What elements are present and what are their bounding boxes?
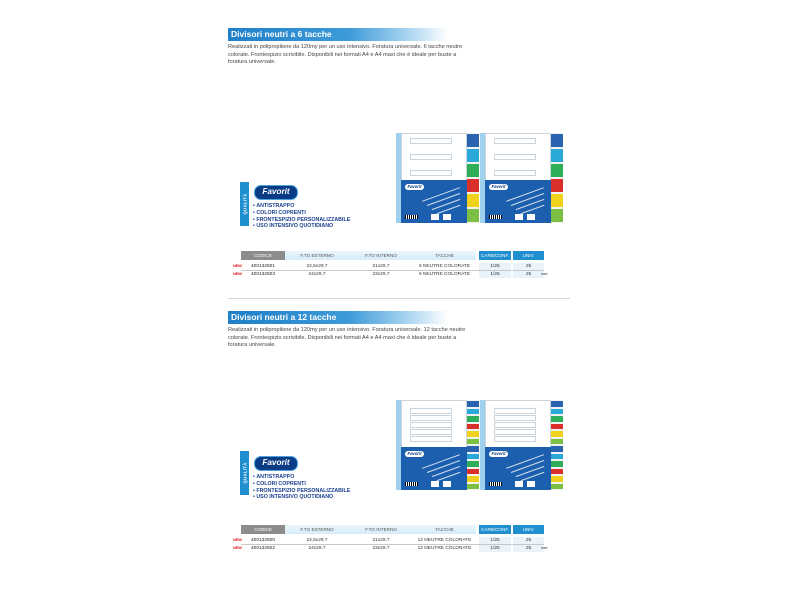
product-cover	[401, 447, 467, 490]
colored-tab	[467, 409, 479, 415]
colored-tab	[467, 194, 479, 207]
tab-label-slot	[494, 422, 536, 428]
table-row	[233, 271, 544, 278]
colored-tab	[467, 446, 479, 452]
new-badge: NEW	[233, 264, 242, 268]
quality-badge	[240, 451, 249, 495]
product-image-a4	[396, 400, 479, 490]
mini-logo-text: Favorit	[407, 451, 422, 456]
colored-tab	[551, 454, 563, 460]
pack-icon	[515, 214, 523, 220]
colored-tab	[467, 164, 479, 177]
barcode-icon	[405, 482, 418, 486]
colored-tab	[467, 401, 479, 407]
colored-tab	[551, 401, 563, 407]
header-int: F.TO INTERNO	[365, 253, 397, 258]
cell-ext: 24x29,7	[308, 546, 326, 551]
header-qty: UNIV.	[513, 525, 544, 534]
header-int: F.TO INTERNO	[365, 527, 397, 532]
table-row	[233, 537, 544, 544]
colored-tab	[551, 209, 563, 222]
header-tabs: TACCHE	[435, 253, 454, 258]
colored-tab	[467, 416, 479, 422]
colored-tab	[551, 476, 563, 482]
colored-tab	[551, 439, 563, 445]
colored-tab	[467, 476, 479, 482]
colored-tab	[467, 209, 479, 222]
mini-logo-icon	[489, 184, 508, 190]
feature-list	[253, 203, 403, 230]
table-header	[241, 251, 544, 260]
tab-label-slot	[494, 154, 536, 160]
product-cover	[485, 447, 551, 490]
favorit-logo	[254, 456, 298, 471]
cell-qty: 25	[513, 263, 544, 270]
table-row	[233, 263, 544, 270]
colored-tab	[551, 179, 563, 192]
colored-tab	[551, 149, 563, 162]
product-image-a4	[396, 133, 479, 223]
cell-ext: 24x29,7	[308, 272, 326, 277]
tab-label-slot	[494, 429, 536, 435]
pack-icon	[431, 481, 439, 487]
colored-tab	[551, 469, 563, 475]
section-description: Realizzati in polipropilene da 120my per un uso intensivo. Foratura universale. 12 tacche neutre colorate. Frontespizio scrivibile. Disponibili nei formati A4 e A4 maxi che è ideale per buste a foratura universale.	[228, 327, 466, 349]
pack-icon	[431, 214, 439, 220]
tab-label-slot	[494, 436, 536, 442]
quality-label: QUALITÀ	[242, 193, 247, 215]
cell-int: 21x29,7	[372, 538, 390, 543]
mini-logo-text: Favorit	[407, 184, 422, 189]
favorit-logo	[254, 185, 298, 200]
cell-code: 400132500	[250, 538, 275, 543]
colored-tab	[551, 431, 563, 437]
feature-item: • FRONTESPIZIO PERSONALIZZABILE	[253, 488, 403, 495]
product-image-a4-maxi	[480, 400, 563, 490]
new-badge: NEW	[233, 546, 242, 550]
colored-tab	[551, 461, 563, 467]
cell-code: 400132503	[250, 272, 275, 277]
new-badge: NEW	[233, 538, 242, 542]
new-badge: NEW	[233, 272, 242, 276]
pack-icon	[527, 214, 535, 220]
pack-icon	[527, 481, 535, 487]
feature-item: • ANTISTRAPPO	[253, 203, 403, 210]
cell-pack: 1/25	[479, 537, 511, 544]
color-swatch-icon: ■■■	[541, 546, 548, 550]
header-pack: CARB/CONF.	[479, 251, 511, 260]
tab-label-slot	[494, 408, 536, 414]
tab-label-slot	[410, 429, 452, 435]
tab-label-slot	[410, 408, 452, 414]
header-code: CODICE	[241, 251, 285, 260]
colored-tab	[467, 431, 479, 437]
section-title: Divisori neutri a 6 tacche	[228, 28, 448, 41]
product-image-a4-maxi	[480, 133, 563, 223]
cell-pack: 1/25	[479, 263, 511, 270]
colored-tab	[551, 409, 563, 415]
mini-logo-icon	[489, 451, 508, 457]
feature-item: • USO INTENSIVO QUOTIDIANO	[253, 494, 403, 501]
feature-item: • FRONTESPIZIO PERSONALIZZABILE	[253, 217, 403, 224]
barcode-icon	[489, 215, 502, 219]
cell-tabs: 6 NEUTRE COLORATE	[418, 264, 471, 269]
colored-tab	[467, 454, 479, 460]
barcode-icon	[489, 482, 502, 486]
header-ext: F.TO ESTERNO	[300, 253, 334, 258]
cell-tabs: 6 NEUTRE COLORATE	[418, 272, 471, 277]
section-description: Realizzati in polipropilene da 120my per un uso intensivo. Foratura universale. 6 tacche neutre colorate. Frontespizio scrivibile. Disponibili nei formati A4 e A4 maxi che è ideale per buste a foratura universale.	[228, 44, 463, 66]
section-title: Divisori neutri a 12 tacche	[228, 311, 448, 324]
quality-label: QUALITÀ	[242, 462, 247, 484]
cell-pack: 1/25	[479, 545, 511, 552]
color-swatch-icon: ■■■	[541, 272, 548, 276]
tab-label-slot	[410, 415, 452, 421]
cell-ext: 22,5x29,7	[306, 264, 328, 269]
header-ext: F.TO ESTERNO	[300, 527, 334, 532]
colored-tab	[551, 134, 563, 147]
cell-qty: 25	[513, 545, 544, 552]
product-cover	[401, 180, 467, 223]
header-pack: CARB/CONF.	[479, 525, 511, 534]
feature-item: • COLORI COPRENTI	[253, 481, 403, 488]
cell-int: 21x29,7	[372, 264, 390, 269]
cell-qty: 25	[513, 537, 544, 544]
pack-icon	[443, 481, 451, 487]
cell-int: 23x29,7	[372, 272, 390, 277]
pack-icon	[515, 481, 523, 487]
tab-label-slot	[410, 422, 452, 428]
mini-logo-icon	[405, 451, 424, 457]
cell-qty: 25	[513, 271, 544, 278]
table-row	[233, 545, 544, 552]
colored-tab	[551, 194, 563, 207]
cell-tabs: 12 NEUTRE COLORATE	[417, 546, 472, 551]
tab-label-slot	[494, 170, 536, 176]
feature-list	[253, 474, 403, 501]
colored-tab	[467, 134, 479, 147]
colored-tab	[467, 149, 479, 162]
colored-tab	[551, 164, 563, 177]
tab-label-slot	[410, 170, 452, 176]
colored-tab	[551, 416, 563, 422]
feature-item: • COLORI COPRENTI	[253, 210, 403, 217]
section-divider	[228, 298, 570, 299]
cell-int: 23x29,7	[372, 546, 390, 551]
mini-logo-text: Favorit	[491, 451, 506, 456]
table-header	[241, 525, 544, 534]
cell-tabs: 12 NEUTRE COLORATE	[417, 538, 472, 543]
header-code: CODICE	[241, 525, 285, 534]
colored-tab	[467, 179, 479, 192]
colored-tab	[551, 424, 563, 430]
colored-tab	[467, 461, 479, 467]
header-tabs: TACCHE	[435, 527, 454, 532]
feature-item: • ANTISTRAPPO	[253, 474, 403, 481]
logo-text: Favorit	[262, 187, 290, 197]
mini-logo-icon	[405, 184, 424, 190]
tab-label-slot	[410, 154, 452, 160]
colored-tab	[467, 469, 479, 475]
colored-tab	[551, 446, 563, 452]
tab-label-slot	[494, 415, 536, 421]
pack-icon	[443, 214, 451, 220]
colored-tab	[551, 484, 563, 490]
colored-tab	[467, 424, 479, 430]
product-cover	[485, 180, 551, 223]
cell-code: 400132501	[250, 264, 275, 269]
header-qty: UNIV.	[513, 251, 544, 260]
cell-code: 400132502	[250, 546, 275, 551]
cell-pack: 1/25	[479, 271, 511, 278]
cell-ext: 22,5x29,7	[306, 538, 328, 543]
mini-logo-text: Favorit	[491, 184, 506, 189]
logo-text: Favorit	[262, 458, 290, 468]
colored-tab	[467, 439, 479, 445]
tab-label-slot	[410, 436, 452, 442]
barcode-icon	[405, 215, 418, 219]
colored-tab	[467, 484, 479, 490]
tab-label-slot	[494, 138, 536, 144]
quality-badge	[240, 182, 249, 226]
tab-label-slot	[410, 138, 452, 144]
feature-item: • USO INTENSIVO QUOTIDIANO	[253, 223, 403, 230]
